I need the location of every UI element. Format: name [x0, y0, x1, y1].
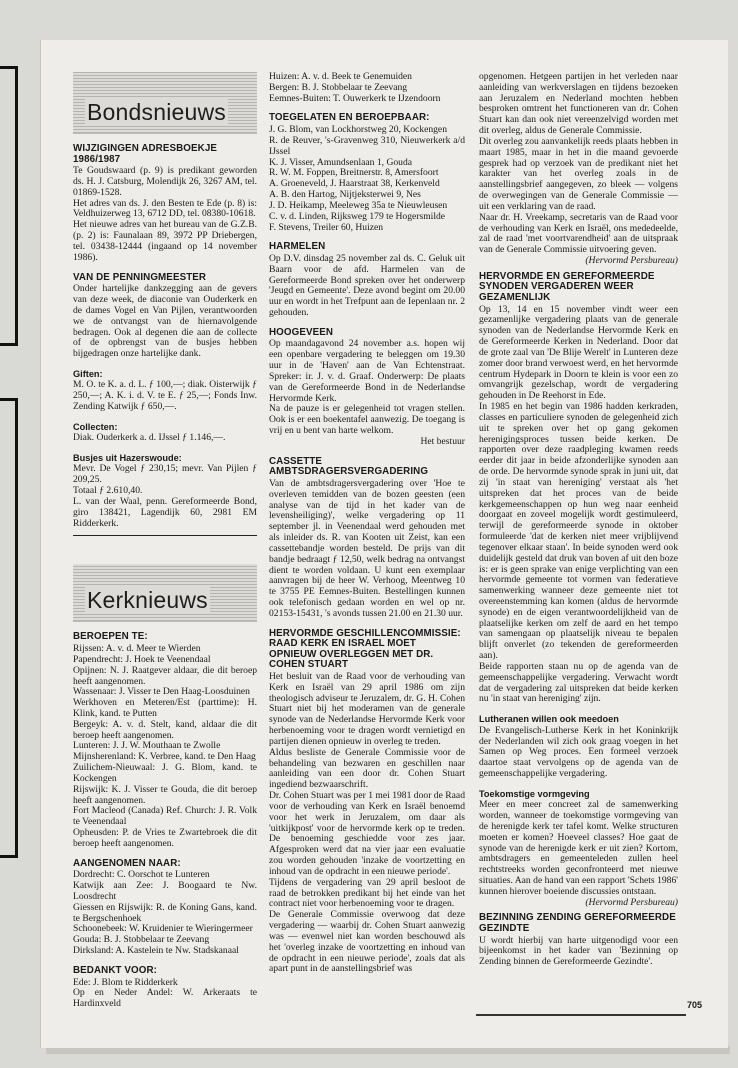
list-item: Rijssen: A. v. d. Meer te Wierden: [73, 643, 201, 655]
list-item: Mijnsherenland: K. Verbree, kand. te Den Haag: [73, 751, 256, 763]
vormgeving-heading: Toekomstige vormgeving: [479, 788, 590, 799]
geschillencommissie-heading: HERVORMDE GESCHILLENCOMMISSIE: RAAD KERK EN ISRAEL MOET OPNIEUW OVERLEGGEN MET DR. COHEN STUART: [269, 627, 461, 671]
cassette-para: Van de ambtsdragersvergadering over 'Hoe te overleven temidden van de bozen geesten (een analyse van de tijd in het kader van de levensheiliging)', welke vergadering op 11 september jl. in Veenendaal werd gehouden met als inleider ds. R. van Kooten uit Zeist, kan een cassettebandje worden besteld. De prijs van dit bandje bedraagt ƒ 12,50, welk bedrag na ontvangst dient te worden voldaan. U kunt een exemplaar aanvragen bij de heer W. Verhoog, Meentweg 10 te 3755 PE Eemnes-Buiten. Bestellingen kunnen ook telefonisch gedaan worden en wel op nr. 02153-15431, 's avonds tussen 21.00 en 21.30 uur.: [269, 477, 465, 619]
aangenomen-heading: AANGENOMEN NAAR:: [73, 857, 181, 869]
beroepen-list: [73, 644, 257, 850]
toegelaten-heading: TOEGELATEN EN BEROEPBAAR:: [269, 112, 430, 124]
adresboekje-para-1: Te Goudswaard (p. 9) is predikant geworden ds. H. J. Catsburg, Molendijk 26, 3267 AM, tel. 01869-1528.: [73, 165, 257, 198]
toegelaten-list: [269, 125, 465, 233]
list-item: A. Groeneveld, J. Haarstraat 38, Kerkenveld: [269, 178, 440, 190]
adresboekje-para-2: Het adres van ds. J. den Besten te Ede (p. 8) is: Veldhuizerweg 13, 6712 DD, tel. 08380-10618.: [73, 197, 257, 220]
harmelen-para: Op D.V. dinsdag 25 november zal ds. C. Geluk uit Baarn voor de afd. Harmelen van de Gereformeerde Bond spreken over het onderwerp 'Jeugd en Gemeente'. Deze avond begint om 20.00 uur en wordt in het Trefpunt aan de Iepenlaan nr. 2 gehouden.: [269, 252, 465, 319]
kerknieuws-title: Kerknieuws: [87, 587, 208, 614]
list-item: Bergen: B. J. Stobbelaar te Zeevang: [269, 81, 408, 93]
geschillencommissie-para-5: De Generale Commissie overwoog dat deze vergadering — waarbij dr. Cohen Stuart aanwezig was — evenwel niet kan worden beschouwd als het 'overleg inzake de voortzetting en inhoud van de opdracht in een nieuwe periode', zoals dat als apart punt in de aanstellingsbrief was: [269, 909, 465, 975]
geschillencommissie-para-3: Dr. Cohen Stuart was per 1 mei 1981 door de Raad voor de verhouding van Kerk en Israël benoemd voor het werk in Jeruzalem, om daar als 'uitkijkpost' voor de hervormde kerk op te treden. De benoeming geschiedde voor zes jaar. Afgesproken werd dat na vier jaar een evaluatie zou worden gehouden 'inzake de voortzetting en inhoud van de opdracht in een nieuwe periode'.: [269, 790, 465, 877]
lutheranen-heading: Lutheranen willen ook meedoen: [479, 714, 619, 725]
busjes-para-1: Mevr. De Vogel ƒ 230,15; mevr. Van Pijlen ƒ 209,25.: [73, 463, 257, 486]
synoden-heading: HERVORMDE EN GEREFORMEERDE SYNODEN VERGADEREN WEER GEZAMENLIJK: [479, 270, 655, 304]
page-number: 705: [686, 1000, 702, 1010]
list-item: Zuilichem-Nieuwaal: J. G. Blom, kand. te Kockengen: [73, 762, 257, 784]
cohen-continued-para-2: Dit overleg zou aanvankelijk reeds plaats hebben in maart 1985, maar in het in die maand gevoerde gesprek had op verzoek van de predikant niet het karakter van het overleg zoals in de aanstellingsbrief aangegeven, zo bleek — volgens de overwegingen van de Generale Commissie — uit een verklaring van de raad.: [479, 135, 678, 212]
column-2: [269, 72, 465, 975]
hoogeveen-heading: HOOGEVEEN: [269, 326, 334, 338]
geschillencommissie-para-4: Tijdens de vergadering van 29 april besloot de raad de betrokken predikant bij het einde van het contract niet voor herbenoeming voor te dragen.: [269, 876, 465, 910]
list-item: Fort Macleod (Canada) Ref. Church: J. R. Volk te Veenendaal: [73, 805, 257, 828]
list-item: Opijnen: N. J. Raatgever aldaar, die dit beroep heeft aangenomen.: [73, 664, 257, 687]
persbureau-signature-2: (Hervormd Persbureau): [585, 896, 678, 908]
beroepen-heading: BEROEPEN TE:: [73, 631, 148, 643]
binding-mark-lower: [0, 398, 18, 858]
column-1: [73, 72, 257, 1010]
list-item: J. D. Heikamp, Meeleweg 35a te Nieuwleusen: [269, 199, 448, 211]
list-item: Giessen en Rijswijk: R. de Koning Gans, kand. te Bergschenhoek: [73, 901, 257, 924]
bedankt-heading: BEDANKT VOOR:: [73, 964, 158, 976]
list-item: Gouda: B. J. Stobbelaar te Zeevang: [73, 934, 210, 946]
geschillencommissie-para-1: Het besluit van de Raad voor de verhouding van Kerk en Israël van 29 april 1986 om zijn theologisch adviseur te Jeruzalem, dr. G. H. Cohen Stuart niet bij het moderamen van de generale synode van de Nederlandse Hervormde Kerk voor herbenoeming voor te dragen wordt vernietigd en partijen dienen opnieuw in overleg te treden.: [269, 670, 465, 747]
persbureau-signature-1: (Hervormd Persbureau): [585, 255, 678, 267]
giften-heading: Giften:: [73, 368, 103, 379]
aangenomen-list: [73, 870, 257, 957]
list-item: K. J. Visser, Amundsenlaan 1, Gouda: [269, 156, 413, 168]
binding-mark-upper: [0, 66, 18, 346]
bondsnieuws-banner: [73, 72, 257, 134]
cohen-continued-para-1: opgenomen. Hetgeen partijen in het verleden naar aanleiding van werkverslagen en tijdens bezoeken aan Jeruzalem en Nederland mochten hebben besproken omtrent het functioneren van dr. Cohen Stuart kan dan ook niet vereenzelvigd worden met dit overleg, aldus de Generale Commissie.: [479, 71, 678, 137]
zending-heading: BEZINNING ZENDING GEREFORMEERDE GEZINDTE: [479, 912, 676, 935]
list-item: Lunteren: J. J. W. Mouthaan te Zwolle: [73, 740, 221, 752]
cohen-continued-para-3: Naar dr. H. Vreekamp, secretaris van de Raad voor de verhouding van Kerk en Israël, ons mededeelde, zal de raad 'met voortvarendheid' aan de uitspraak van de Generale Commissie uitvoering geven.: [479, 211, 678, 256]
busjes-para-2: Totaal ƒ 2.610,40.: [73, 485, 143, 497]
penningmeester-para: Onder hartelijke dankzegging aan de gevers van deze week, de diaconie van Ouderkerk en de dames Vogel en Van Pijlen, verantwoorden we de ontvangst van de hiernavolgende bedragen. Ook al degenen die aan de collecte of de opbrengst van de busjes hebben bijgedragen onze hartelijke dank.: [73, 283, 257, 360]
synoden-para-2: In 1985 en het begin van 1986 hadden kerkraden, classes en particuliere synoden de gelegenheid zich uit te spreken over het op gang gekomen herenigingsproces tussen beide kerken. De rapporten over deze raadpleging kwamen reeds eerder dit jaar in beide afzonderlijke synoden aan de orde. De hervormde synode sprak in juni uit, dat zij 'in staat van hereniging' verstaat als 'het uitspreken dat het proces van de beide kerkgemeenschappen op hun weg naar eenheid doorgaat en zoveel mogelijk wordt gestimuleerd, terwijl de gereformeerde synode in oktober formuleerde 'dat de kerken niet meer vrijblijvend tegenover elkaar staan'. In beide synoden werd ook duidelijk gesteld dat druk van boven af uit den boze is: er is geen sprake van enige verplichting van een hervormde gemeente tot vormen van federatieve samenwerking wanneer deze gemeente niet tot overeenstemming kan komen (aldus de hervormde synode) en de eigen verantwoordelijkheid van de plaatselijke kerken om zelf de aard en het tempo van samengaan op plaatselijk niveau te bepalen blijft onverlet (zo tekenden de gereformeerden aan).: [479, 401, 679, 662]
list-item: Werkhoven en Meteren/Est (parttime): H. Klink, kand. te Putten: [73, 697, 257, 719]
synoden-para-1: Op 13, 14 en 15 november vindt weer een gezamenlijke vergadering plaats van de generale synoden van de Nederlandse Hervormde Kerk en de Gereformeerde Kerken in Nederland. Door dat de grote zaal van 'De Blije Werelt' in Lunteren deze zomer door brand verwoest werd, en het hervormde centrum Hydepark in Doorn te klein is voor een zo omvangrijk gezelschap, wordt de vergadering gehouden in De Reehorst in Ede.: [479, 303, 678, 402]
collecten-para: Diak. Ouderkerk a. d. IJssel ƒ 1.146,—.: [73, 432, 226, 444]
cassette-heading: CASSETTE AMBTSDRAGERSVERGADERING: [269, 455, 429, 478]
list-item: R. de Reuver, 's-Gravenweg 310, Nieuwerkerk a/d IJssel: [269, 134, 465, 157]
list-item: Op en Neder Andel: W. Arkeraats te Hardinxveld: [73, 987, 257, 1010]
vormgeving-para: Meer en meer concreet zal de samenwerking worden, wanneer de toekomstige vormgeving van de herenigde kerk ter tafel komt. Welke structuren moeten er komen? Hoeveel classes? Hoe gaat de synode van de herenigde kerk er uit zien? Kortom, ambtsdragers en gemeenteleden zullen heel rechtstreeks worden geconfronteerd met nieuwe situaties. Aan de hand van een rapport 'Schets 1986' kunnen hierover boeiende discussies ontstaan.: [479, 799, 678, 897]
list-item: Wassenaar: J. Visser te Den Haag-Loosduinen: [73, 686, 250, 698]
list-item: Bergeyk: A. v. d. Stelt, kand, aldaar die dit beroep heeft aangenomen.: [73, 718, 257, 741]
bottom-rule: [476, 1014, 686, 1016]
hoogeveen-para-2: Na de pauze is er gelegenheid tot vragen stellen. Ook is er een boekentafel aanwezig. De toegang is vrij en u bent van harte welkom.: [269, 403, 465, 437]
list-item: Dordrecht: C. Oorschot te Lunteren: [73, 869, 210, 881]
adresboekje-para-3: Het nieuwe adres van het bureau van de G.Z.B. (p. 2) is: Faunalaan 89, 3972 PP Driebergen, tel. 03438-12444 (ingaand op 14 november 1986).: [73, 219, 257, 263]
list-item: A. B. den Hartog, Nijtjeksterwei 9, Nes: [269, 189, 421, 201]
list-item: Dirksland: A. Kastelein te Nw. Stadskanaal: [73, 945, 239, 957]
bedankt-list: [73, 978, 257, 1010]
busjes-para-3: L. van der Waal, penn. Gereformeerde Bond, giro 138421, Lagendijk 60, 2981 EM Ridderkerk.: [73, 495, 257, 529]
list-item: Ede: J. Blom te Ridderkerk: [73, 976, 178, 988]
hoogeveen-signature: Het bestuur: [420, 435, 465, 447]
synoden-para-3: Beide rapporten staan nu op de agenda van de gemeenschappelijke vergadering. Verwacht wordt dat de vergadering zal uitspreken dat beide kerken nu 'in staat van hereniging' zijn.: [479, 660, 678, 705]
hoogeveen-para-1: Op maandagavond 24 november a.s. hopen wij een openbare vergadering te beleggen om 19.30 uur in de 'Haven' aan de Van Echtenstraat. Spreker: ir. J. v. d. Graaf. Onderwerp: De plaats van de Gereformeerde Bond in de Nederlandse Hervormde Kerk.: [269, 338, 465, 404]
zending-para: U wordt hierbij van harte uitgenodigd voor een bijeenkomst in het kader van 'Bezinning op Zending binnen de Gereformeerde Gezindte'.: [479, 934, 678, 968]
lutheranen-para: De Evangelisch-Lutherse Kerk in het Koninkrijk der Nederlanden wil zich ook graag voegen in het Samen op Weg proces. Een formeel verzoek daartoe staat vervolgens op de agenda van de gemeenschappelijke vergadering.: [479, 724, 678, 779]
column-3: [479, 72, 678, 968]
list-item: F. Stevens, Treiler 60, Huizen: [269, 221, 384, 233]
list-item: J. G. Blom, van Lockhorstweg 20, Kockengen: [269, 124, 447, 136]
list-item: Papendrecht: J. Hoek te Veenendaal: [73, 653, 211, 665]
penningmeester-heading: VAN DE PENNINGMEESTER: [73, 271, 207, 283]
harmelen-heading: HARMELEN: [269, 241, 326, 253]
bondsnieuws-title: Bondsnieuws: [87, 99, 227, 126]
busjes-heading: Busjes uit Hazerswoude:: [73, 453, 182, 464]
giften-para: M. O. te K. a. d. L. ƒ 100,—; diak. Oisterwijk ƒ 250,—; A. K. i. d. V. te E. ƒ 25,—; Fonds Inw. Zending Katwijk ƒ 650,—.: [73, 379, 257, 413]
collecten-heading: Collecten:: [73, 421, 118, 432]
geschillencommissie-para-2: Aldus besliste de Generale Commissie voor de behandeling van bezwaren en geschillen naar aanleiding van een door dr. Cohen Stuart ingediend bezwaarschrift.: [269, 746, 465, 791]
adresboekje-heading: WIJZIGINGEN ADRESBOEKJE 1986/1987: [73, 143, 218, 165]
list-item: C. v. d. Linden, Rijksweg 179 te Hogersmilde: [269, 210, 446, 222]
list-item: Opheusden: P. de Vries te Zwartebroek die dit beroep heeft aangenomen.: [73, 827, 257, 849]
list-item: Rijswijk: K. J. Visser te Gouda, die dit beroep heeft aangenomen.: [73, 783, 257, 806]
kerknieuws-banner: [73, 564, 257, 622]
list-item: Schoonebeek: W. Kruidenier te Wieringermeer: [73, 923, 253, 935]
list-item: Eemnes-Buiten: T. Ouwerkerk te IJzendoorn: [269, 92, 441, 104]
list-item: Katwijk aan Zee: J. Boogaard te Nw. Loosdrecht: [73, 880, 257, 902]
list-item: Huizen: A. v. d. Beek te Genemuiden: [269, 71, 412, 82]
list-item: R. W. M. Foppen, Breitnerstr. 8, Amersfoort: [269, 167, 439, 179]
